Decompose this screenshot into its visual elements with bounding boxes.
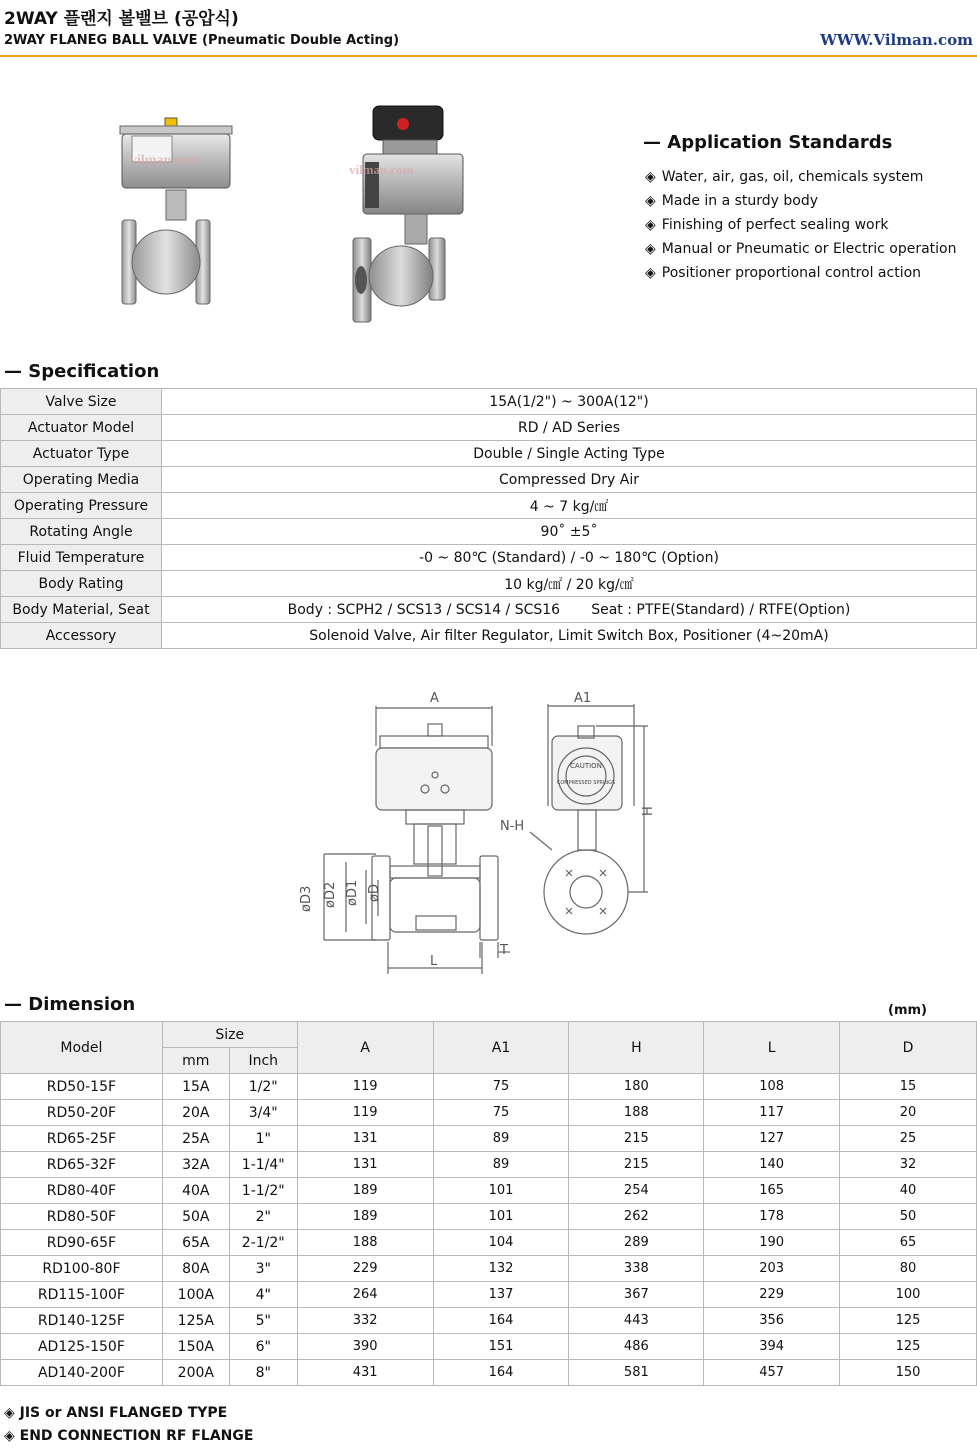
cell-d: 20: [840, 1100, 977, 1126]
table-row: [1, 597, 977, 623]
list-item: ◈ Finishing of perfect sealing work: [645, 217, 889, 233]
cell-d: 25: [840, 1126, 977, 1152]
cell-inch: 6": [229, 1334, 297, 1360]
cell-a1: 151: [433, 1334, 569, 1360]
cell-mm: 25A: [162, 1126, 229, 1152]
cell-model: RD65-32F: [1, 1152, 163, 1178]
cell-a1: 104: [433, 1230, 569, 1256]
table-row: [1, 1100, 977, 1126]
spec-value: 10 kg/㎠ / 20 kg/㎠: [162, 571, 977, 597]
label-d: øD: [367, 884, 382, 902]
cell-model: RD100-80F: [1, 1256, 163, 1282]
cell-a: 189: [297, 1178, 433, 1204]
spec-label: Body Rating: [1, 571, 162, 597]
diamond-bullet-icon: ◈: [4, 1405, 20, 1421]
footer-note-2: ◈ END CONNECTION RF FLANGE: [4, 1428, 254, 1444]
list-item: ◈ Water, air, gas, oil, chemicals system: [645, 169, 924, 185]
list-item: ◈ Positioner proportional control action: [645, 265, 922, 281]
label-t: T: [500, 943, 508, 958]
cell-mm: 150A: [162, 1334, 229, 1360]
cell-h: 180: [569, 1074, 704, 1100]
spec-value: Body : SCPH2 / SCS13 / SCS14 / SCS16 Seat : PTFE(Standard) / RTFE(Option): [162, 597, 977, 623]
col-a1: A1: [433, 1022, 569, 1074]
cell-l: 165: [704, 1178, 840, 1204]
cell-h: 188: [569, 1100, 704, 1126]
cell-inch: 4": [229, 1282, 297, 1308]
cell-inch: 5": [229, 1308, 297, 1334]
cell-mm: 100A: [162, 1282, 229, 1308]
spec-label: Actuator Type: [1, 441, 162, 467]
table-row: [1, 441, 977, 467]
table-row: [1, 1074, 977, 1100]
cell-d: 15: [840, 1074, 977, 1100]
table-row: [1, 1230, 977, 1256]
cell-d: 100: [840, 1282, 977, 1308]
cell-inch: 3/4": [229, 1100, 297, 1126]
table-row: [1, 1204, 977, 1230]
website-link[interactable]: WWW.Vilman.com: [820, 31, 973, 49]
col-a: A: [297, 1022, 433, 1074]
col-model: Model: [1, 1022, 163, 1074]
spec-value: 90˚ ±5˚: [162, 519, 977, 545]
label-d2: øD2: [323, 881, 338, 908]
table-row: [1, 1152, 977, 1178]
spec-value: RD / AD Series: [162, 415, 977, 441]
cell-l: 127: [704, 1126, 840, 1152]
label-a1: A1: [574, 691, 592, 706]
cell-l: 108: [704, 1074, 840, 1100]
cell-mm: 15A: [162, 1074, 229, 1100]
table-row: [1, 1334, 977, 1360]
cell-inch: 8": [229, 1360, 297, 1386]
diamond-bullet-icon: ◈: [645, 217, 656, 233]
page-title-korean: 2WAY 플랜지 볼밸브 (공압식): [4, 9, 239, 29]
product-photo-2: [345, 100, 485, 325]
col-h: H: [569, 1022, 704, 1074]
spec-label: Fluid Temperature: [1, 545, 162, 571]
cell-h: 338: [569, 1256, 704, 1282]
product-photo-1: [100, 112, 250, 312]
cell-d: 150: [840, 1360, 977, 1386]
spec-value: Solenoid Valve, Air filter Regulator, Limit Switch Box, Positioner (4~20mA): [162, 623, 977, 649]
spec-label: Actuator Model: [1, 415, 162, 441]
cell-mm: 80A: [162, 1256, 229, 1282]
cell-d: 80: [840, 1256, 977, 1282]
table-row: [1, 493, 977, 519]
cell-h: 215: [569, 1152, 704, 1178]
application-standards-heading: — Application Standards: [643, 132, 893, 153]
cell-a: 390: [297, 1334, 433, 1360]
table-row: [1, 1282, 977, 1308]
cell-l: 178: [704, 1204, 840, 1230]
cell-inch: 2": [229, 1204, 297, 1230]
cell-a1: 137: [433, 1282, 569, 1308]
label-d1: øD1: [345, 879, 360, 906]
table-row: [1, 467, 977, 493]
cell-h: 443: [569, 1308, 704, 1334]
cell-a: 131: [297, 1126, 433, 1152]
spec-value: -0 ~ 80℃ (Standard) / -0 ~ 180℃ (Option): [162, 545, 977, 571]
col-l: L: [704, 1022, 840, 1074]
diamond-bullet-icon: ◈: [645, 193, 656, 209]
footer-note-1: ◈ JIS or ANSI FLANGED TYPE: [4, 1405, 228, 1421]
compressed-springs-text: COMPRESSED SPRINGS: [556, 780, 616, 786]
cell-a: 119: [297, 1100, 433, 1126]
cell-model: RD115-100F: [1, 1282, 163, 1308]
cell-a1: 75: [433, 1100, 569, 1126]
dimension-heading: — Dimension: [4, 994, 136, 1015]
cell-l: 140: [704, 1152, 840, 1178]
cell-a: 264: [297, 1282, 433, 1308]
cell-a: 119: [297, 1074, 433, 1100]
table-row: [1, 571, 977, 597]
cell-mm: 200A: [162, 1360, 229, 1386]
cell-inch: 1-1/4": [229, 1152, 297, 1178]
cell-a: 189: [297, 1204, 433, 1230]
cell-model: AD125-150F: [1, 1334, 163, 1360]
unit-label: (mm): [888, 1003, 927, 1018]
list-item: ◈ Manual or Pneumatic or Electric operation: [645, 241, 957, 257]
table-row: [1, 1256, 977, 1282]
col-size-inch: Inch: [229, 1048, 297, 1074]
table-row: [1, 1360, 977, 1386]
caution-text: CAUTION: [570, 762, 602, 770]
page-title-english: 2WAY FLANEG BALL VALVE (Pneumatic Double Acting): [4, 33, 400, 48]
table-row: [1, 1178, 977, 1204]
table-header-row: [1, 1022, 977, 1048]
dimension-drawing: [296, 686, 666, 978]
cell-l: 203: [704, 1256, 840, 1282]
list-item: ◈ Made in a sturdy body: [645, 193, 819, 209]
cell-a: 229: [297, 1256, 433, 1282]
cell-mm: 32A: [162, 1152, 229, 1178]
cell-mm: 40A: [162, 1178, 229, 1204]
cell-a1: 132: [433, 1256, 569, 1282]
cell-inch: 1-1/2": [229, 1178, 297, 1204]
cell-d: 50: [840, 1204, 977, 1230]
cell-h: 289: [569, 1230, 704, 1256]
table-row: [1, 1308, 977, 1334]
table-row: [1, 623, 977, 649]
cell-a1: 89: [433, 1126, 569, 1152]
cell-model: RD50-20F: [1, 1100, 163, 1126]
cell-model: RD90-65F: [1, 1230, 163, 1256]
cell-h: 215: [569, 1126, 704, 1152]
specification-heading: — Specification: [4, 361, 160, 382]
cell-inch: 2-1/2": [229, 1230, 297, 1256]
cell-a1: 101: [433, 1204, 569, 1230]
spec-label: Valve Size: [1, 389, 162, 415]
cell-model: RD65-25F: [1, 1126, 163, 1152]
diamond-bullet-icon: ◈: [645, 265, 656, 281]
label-a: A: [430, 691, 439, 706]
spec-label: Body Material, Seat: [1, 597, 162, 623]
cell-a: 431: [297, 1360, 433, 1386]
specification-table: [0, 388, 977, 649]
cell-h: 254: [569, 1178, 704, 1204]
cell-a1: 164: [433, 1308, 569, 1334]
diamond-bullet-icon: ◈: [645, 169, 656, 185]
spec-value: 15A(1/2") ~ 300A(12"): [162, 389, 977, 415]
cell-d: 40: [840, 1178, 977, 1204]
spec-value: Compressed Dry Air: [162, 467, 977, 493]
application-standards-list: [645, 167, 957, 287]
table-row: [1, 415, 977, 441]
spec-label: Accessory: [1, 623, 162, 649]
cell-mm: 50A: [162, 1204, 229, 1230]
header-divider: [0, 55, 977, 57]
cell-model: RD80-50F: [1, 1204, 163, 1230]
table-row: [1, 545, 977, 571]
cell-a: 131: [297, 1152, 433, 1178]
col-d: D: [840, 1022, 977, 1074]
cell-h: 367: [569, 1282, 704, 1308]
cell-inch: 1": [229, 1126, 297, 1152]
cell-a1: 164: [433, 1360, 569, 1386]
cell-mm: 125A: [162, 1308, 229, 1334]
cell-l: 117: [704, 1100, 840, 1126]
cell-d: 125: [840, 1308, 977, 1334]
cell-l: 356: [704, 1308, 840, 1334]
col-size: Size: [162, 1022, 297, 1048]
cell-model: RD80-40F: [1, 1178, 163, 1204]
cell-d: 65: [840, 1230, 977, 1256]
cell-a1: 75: [433, 1074, 569, 1100]
cell-a1: 101: [433, 1178, 569, 1204]
cell-h: 486: [569, 1334, 704, 1360]
label-d3: øD3: [299, 885, 314, 912]
table-row: [1, 519, 977, 545]
cell-l: 457: [704, 1360, 840, 1386]
cell-l: 190: [704, 1230, 840, 1256]
cell-l: 229: [704, 1282, 840, 1308]
label-l: L: [430, 954, 438, 969]
cell-l: 394: [704, 1334, 840, 1360]
dimension-table: [0, 1021, 977, 1386]
cell-model: AD140-200F: [1, 1360, 163, 1386]
watermark-2: vilman.com: [349, 162, 414, 177]
diamond-bullet-icon: ◈: [4, 1428, 20, 1444]
cell-mm: 65A: [162, 1230, 229, 1256]
spec-value: 4 ~ 7 kg/㎠: [162, 493, 977, 519]
label-nh: N-H: [500, 819, 525, 834]
cell-inch: 3": [229, 1256, 297, 1282]
table-row: [1, 1126, 977, 1152]
label-h: H: [641, 806, 656, 816]
diamond-bullet-icon: ◈: [645, 241, 656, 257]
spec-label: Operating Media: [1, 467, 162, 493]
watermark-1: vilman.com: [130, 153, 200, 168]
cell-d: 32: [840, 1152, 977, 1178]
spec-label: Rotating Angle: [1, 519, 162, 545]
cell-h: 581: [569, 1360, 704, 1386]
cell-h: 262: [569, 1204, 704, 1230]
spec-value: Double / Single Acting Type: [162, 441, 977, 467]
cell-a: 188: [297, 1230, 433, 1256]
table-row: [1, 389, 977, 415]
cell-model: RD140-125F: [1, 1308, 163, 1334]
col-size-mm: mm: [162, 1048, 229, 1074]
spec-label: Operating Pressure: [1, 493, 162, 519]
cell-d: 125: [840, 1334, 977, 1360]
cell-inch: 1/2": [229, 1074, 297, 1100]
cell-mm: 20A: [162, 1100, 229, 1126]
cell-model: RD50-15F: [1, 1074, 163, 1100]
cell-a: 332: [297, 1308, 433, 1334]
cell-a1: 89: [433, 1152, 569, 1178]
